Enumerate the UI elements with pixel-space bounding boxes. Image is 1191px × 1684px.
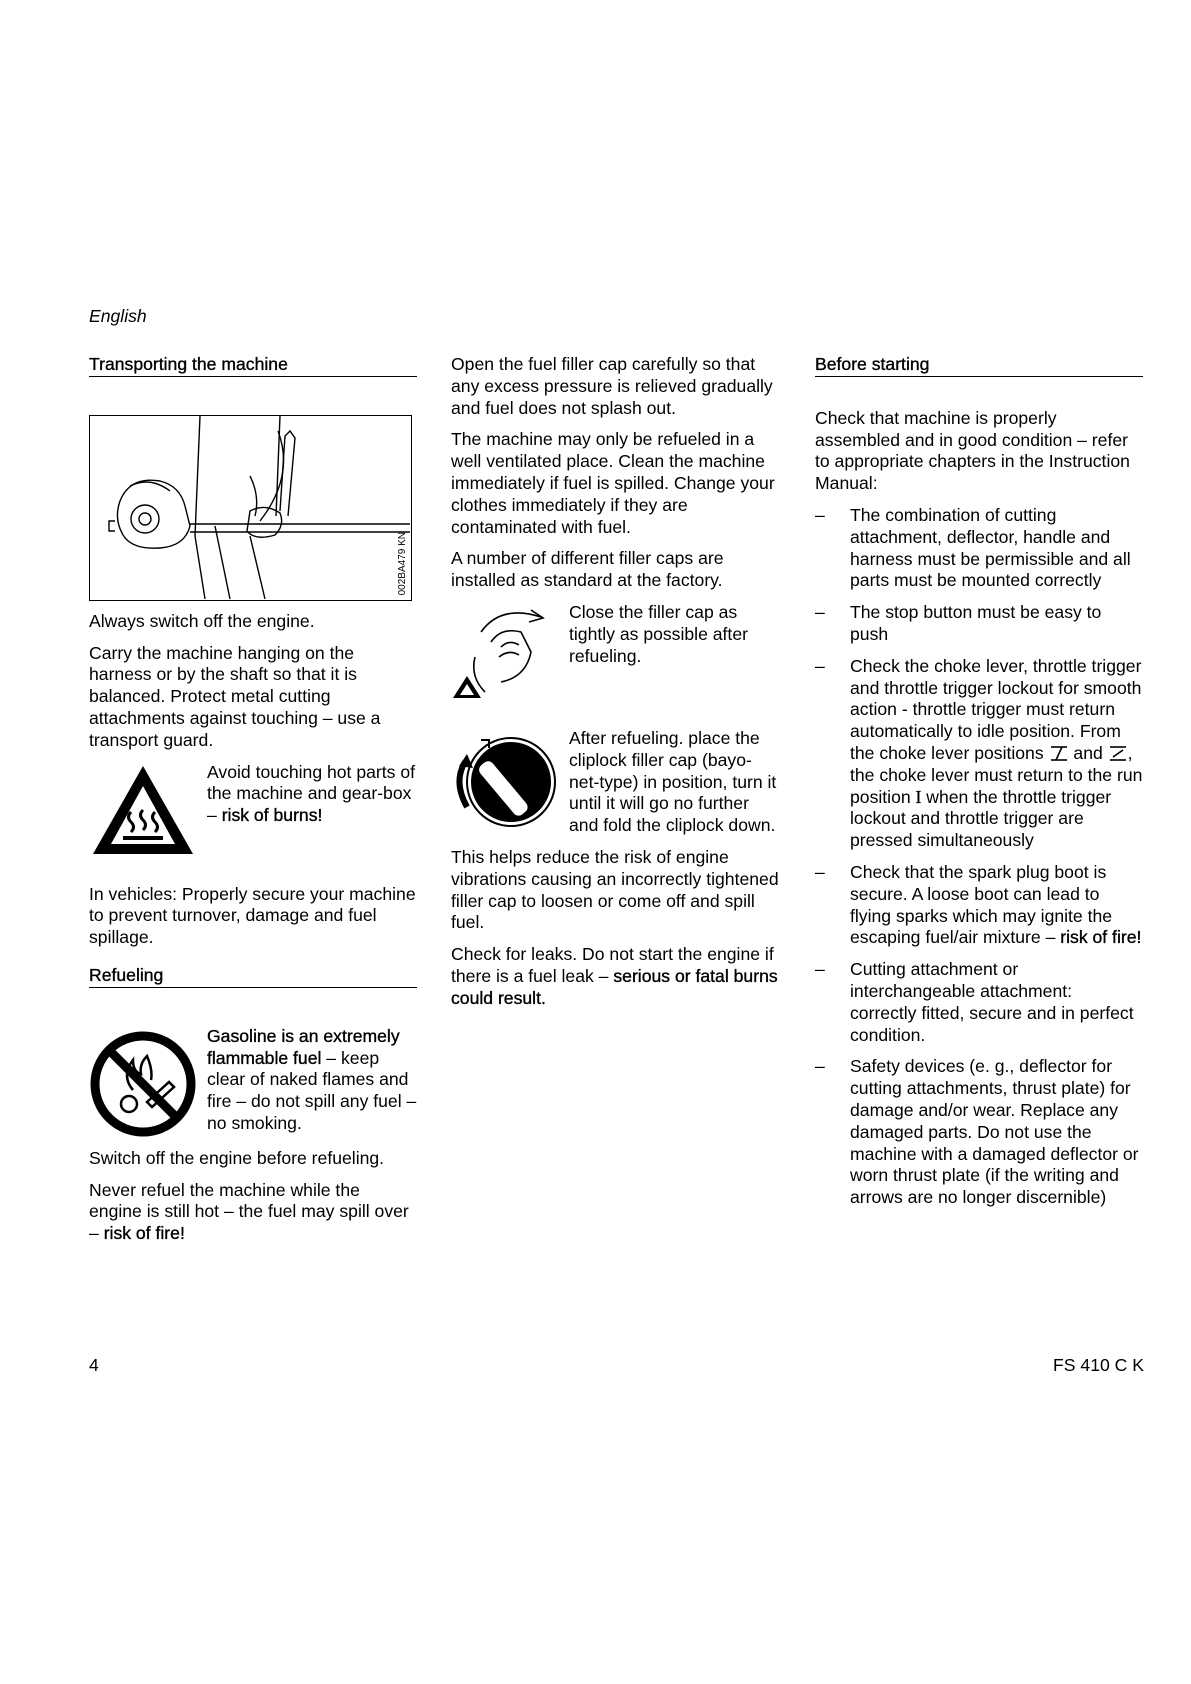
para-check-intro: Check that machine is properly assembled and in good condition – refer to appropriate chapters in the Instruction Manual: xyxy=(815,407,1130,494)
checklist xyxy=(815,505,1143,1209)
close-cap-instruction xyxy=(451,602,779,698)
model-label: FS 410 C K xyxy=(1053,1355,1144,1375)
para-carry: Carry the machine hanging on the harness or by the shaft so that it is balanced. Protect metal cutting attachments against touching – use a transport guard. xyxy=(89,642,381,750)
page-number: 4 xyxy=(89,1355,99,1375)
column-right xyxy=(815,354,1143,1219)
para-open-cap: Open the fuel filler cap carefully so that any excess pressure is relieved gradually and fuel does not splash out. xyxy=(451,354,773,418)
person-carrying-trimmer-image xyxy=(90,416,410,599)
list-item: – Check the choke lever, throttle trigger and throttle trigger lockout for smooth action - throttle trigger must return automatically to idle position. From the choke lever positions and , the choke lever must return to the run position I when the throttle trigger lockout and throttle trigger are pressed simultaneously xyxy=(815,655,1143,851)
para-filler-caps: A number of different filler caps are installed as standard at the factory. xyxy=(451,548,724,591)
hot-parts-text: Avoid touching hot parts of the machine and gear-box – risk of burns! xyxy=(207,761,416,826)
no-fire-warning xyxy=(89,1026,417,1138)
para-switch-off: Always switch off the engine. xyxy=(89,610,315,631)
no-smoking-no-flames-icon xyxy=(89,1026,199,1138)
list-item: – The stop button must be easy to push xyxy=(815,602,1102,644)
list-item: – The combination of cutting attachment, deflector, handle and harness must be permissible and all parts must be mounted correctly xyxy=(815,504,1131,591)
hot-parts-warning xyxy=(89,762,417,858)
heading-before-starting: Before starting xyxy=(815,354,1143,377)
cliplock-text: After refueling. place the cliplock filler cap (bayo-net-type) in position, turn it until it will go no further and fold the cliplock down. xyxy=(569,727,777,836)
para-helps: This helps reduce the risk of engine vibrations causing an incorrectly tightened filler cap to loosen or come off and spill fuel. xyxy=(451,846,779,933)
gasoline-warning-text: Gasoline is an extremely flammable fuel – keep clear of naked flames and fire – do not spill any fuel – no smoking. xyxy=(207,1025,417,1133)
cliplock-cap-icon xyxy=(451,728,561,837)
choke-half-icon xyxy=(1108,744,1128,762)
column-middle xyxy=(451,354,779,1020)
choke-closed-icon xyxy=(1049,744,1069,762)
para-never-refuel: Never refuel the machine while the engine is still hot – the fuel may spill over – risk of fire! xyxy=(89,1179,409,1244)
run-position-symbol: I xyxy=(915,786,922,807)
para-vehicles: In vehicles: Properly secure your machine to prevent turnover, damage and fuel spillage. xyxy=(89,883,416,948)
hot-surface-warning-icon xyxy=(89,762,199,858)
language-label: English xyxy=(89,306,147,326)
cliplock-instruction xyxy=(451,728,779,837)
para-ventilated: The machine may only be refueled in a well ventilated place. Clean the machine immediately if fuel is spilled. Change your clothes immediately if they are contaminated with fuel. xyxy=(451,429,775,537)
list-item: – Cutting attachment or interchangeable attachment: correctly fitted, secure and in perfect condition. xyxy=(815,959,1134,1045)
close-cap-text: Close the filler cap as tightly as possible after refueling. xyxy=(569,601,748,666)
heading-transporting: Transporting the machine xyxy=(89,354,417,377)
figure-code: 002BA479 KN xyxy=(397,532,408,596)
list-item: – Safety devices (e. g., deflector for cutting attachments, thrust plate) for damage and/or wear. Replace any damaged parts. Do not use the machine with a damaged deflector or worn thrust plate (if the writing and arrows are no longer discernible) xyxy=(815,1056,1139,1208)
tighten-cap-icon xyxy=(451,602,561,698)
para-switch-before-refuel: Switch off the engine before refueling. xyxy=(89,1147,385,1168)
column-left xyxy=(89,354,417,1255)
transport-illustration xyxy=(89,415,412,601)
heading-refueling: Refueling xyxy=(89,965,417,988)
list-item: – Check that the spark plug boot is secure. A loose boot can lead to flying sparks which may ignite the escaping fuel/air mixture – risk of fire! xyxy=(815,861,1142,948)
para-leaks: Check for leaks. Do not start the engine if there is a fuel leak – serious or fatal burns could result. xyxy=(451,944,778,1008)
